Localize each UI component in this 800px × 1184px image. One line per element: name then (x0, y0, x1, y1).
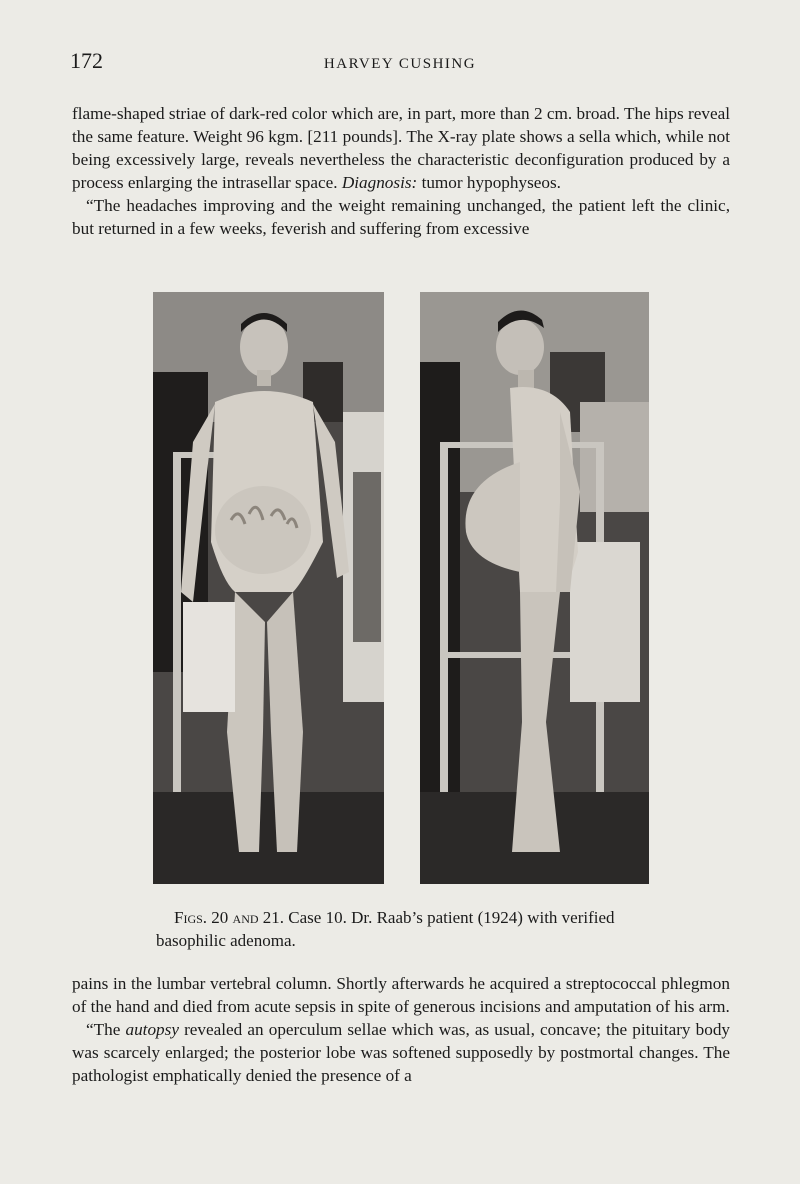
running-head: HARVEY CUSHING (323, 56, 477, 72)
standing-patient-front-image (153, 292, 384, 884)
paragraph: pains in the lumbar vertebral column. Shortly afterwards he acquired a streptococcal phlegmon of the hand and died from acute sepsis in spite of generous incisions and amputation of his arm. (72, 974, 730, 1016)
top-text-block (72, 102, 730, 240)
paragraph: “The headaches improving and the weight remaining unchanged, the patient left the clinic, but returned in a few weeks, feverish and suffering from excessive (72, 196, 730, 238)
paragraph (72, 1018, 730, 1087)
bottom-text-block (72, 972, 730, 1087)
autopsy-term: autopsy (125, 1020, 179, 1039)
diagnosis-label: Diagnosis: (341, 173, 418, 192)
diagnosis-text: tumor hypophyseos. (421, 173, 561, 192)
page-number: 172 (70, 48, 103, 73)
figure-21-photo (420, 292, 649, 884)
paragraph-text: revealed an operculum sellae which was, as usual, concave; the pituitary body was scarcely enlarged; the posterior lobe was softened supposedly by postmortal changes. The pathologist emphatically denied the presence of a (72, 1020, 731, 1085)
figure-label: Figs. 20 and 21. (174, 908, 285, 927)
paragraph-text: flame-shaped striae of dark-red color which are, in part, more than 2 cm. broad. The hips reveal the same feature. Weight 96 kgm. [211 pounds]. The X-ray plate shows a sella which, while not being excessively large, reveals nevertheless the characteristic deconfiguration produced by a process enlarging the intrasellar space. (72, 104, 730, 192)
caption-text: Case 10. Dr. Raab’s patient (1924) with verified basophilic adenoma. (156, 908, 615, 950)
standing-patient-profile-image (420, 292, 649, 884)
figure-caption (156, 906, 676, 952)
paragraph-opening: “The (86, 1020, 121, 1039)
figure-20-photo (153, 292, 384, 884)
paragraph (72, 102, 730, 194)
